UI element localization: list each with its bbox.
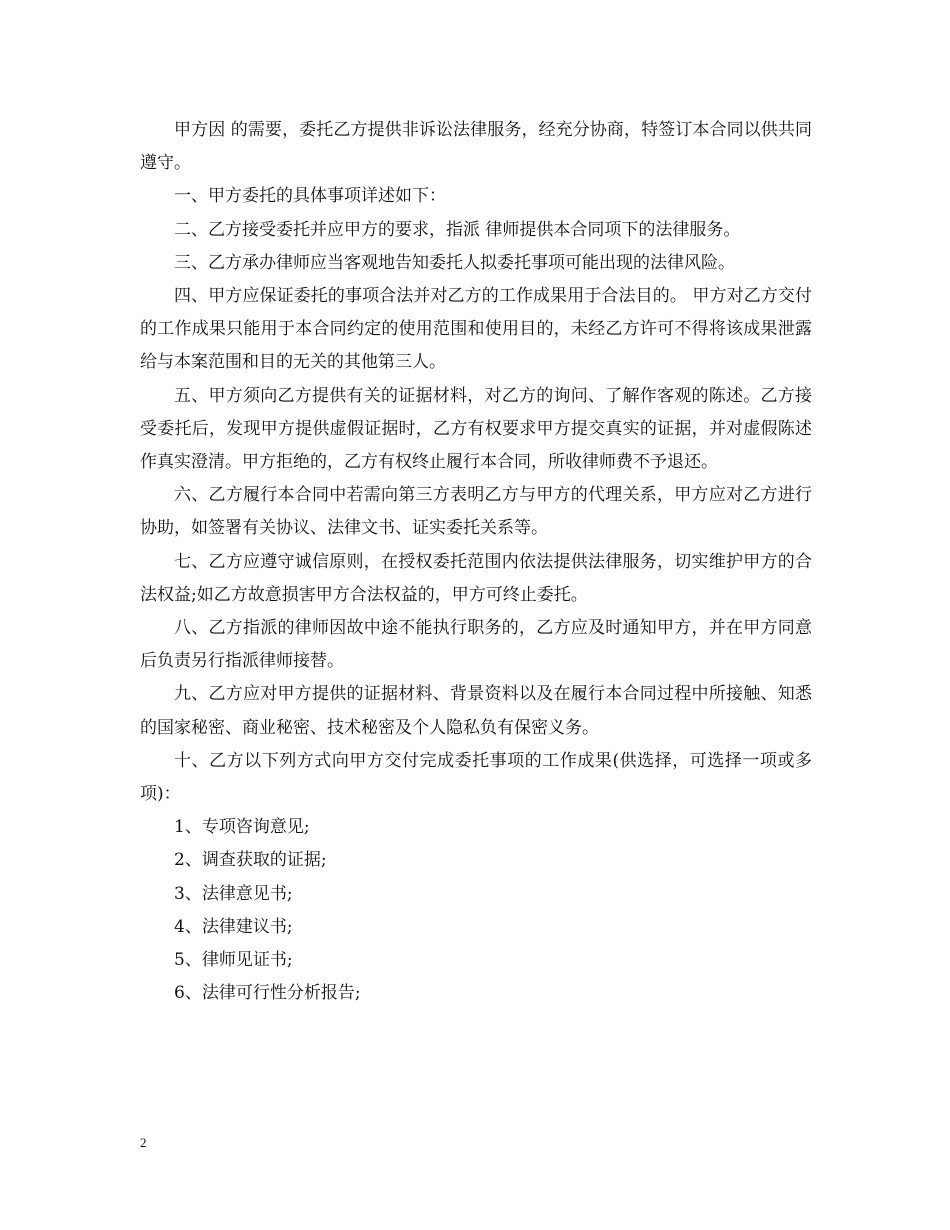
paragraph-clause-10: 十、乙方以下列方式向甲方交付完成委托事项的工作成果(供选择，可选择一项或多项)： [140,750,812,805]
paragraph-clause-7: 七、乙方应遵守诚信原则，在授权委托范围内依法提供法律服务，切实维护甲方的合法权益;如乙方故意损害甲方合法权益的，甲方可终止委托。 [140,551,812,605]
paragraph-clause-1: 一、甲方委托的具体事项详述如下： [174,186,446,207]
paragraph-clause-8: 八、乙方指派的律师因故中途不能执行职务的，乙方应及时通知甲方，并在甲方同意后负责另行指派律师接替。 [140,618,812,672]
paragraph-clause-4: 四、甲方应保证委托的事项合法并对乙方的工作成果用于合法目的。 甲方对乙方交付的工作成果只能用于本合同约定的使用范围和使用目的，未经乙方许可不得将该成果泄露给与本案范围和目的无关的其他第三人。 [140,286,812,373]
list-item-option-6: 6、法律可行性分析报告; [174,983,361,1004]
list-item-option-5: 5、律师见证书; [174,950,293,971]
page-number: 2 [140,1135,147,1150]
paragraph-intro: 甲方因 的需要，委托乙方提供非诉讼法律服务，经充分协商，特签订本合同以供共同遵守。 [140,120,812,174]
contract-body [140,114,812,1010]
list-item-option-2: 2、调查获取的证据; [174,850,327,871]
list-item-option-4: 4、法律建议书; [174,916,293,937]
paragraph-clause-6: 六、乙方履行本合同中若需向第三方表明乙方与甲方的代理关系，甲方应对乙方进行协助，如签署有关协议、法律文书、证实委托关系等。 [140,485,812,539]
list-item-option-3: 3、法律意见书; [174,883,293,904]
paragraph-clause-3: 三、乙方承办律师应当客观地告知委托人拟委托事项可能出现的法律风险。 [174,252,735,273]
paragraph-clause-2: 二、乙方接受委托并应甲方的要求，指派 律师提供本合同项下的法律服务。 [174,219,741,240]
paragraph-clause-9: 九、乙方应对甲方提供的证据材料、背景资料以及在履行本合同过程中所接触、知悉的国家秘密、商业秘密、技术秘密及个人隐私负有保密义务。 [140,684,812,738]
list-item-option-1: 1、专项咨询意见; [174,817,310,838]
paragraph-clause-5: 五、甲方须向乙方提供有关的证据材料，对乙方的询问、了解作客观的陈述。乙方接受委托后，发现甲方提供虚假证据时，乙方有权要求甲方提交真实的证据，并对虚假陈述作真实澄清。甲方拒绝的，乙方有权终止履行本合同，所收律师费不予退还。 [140,385,812,473]
